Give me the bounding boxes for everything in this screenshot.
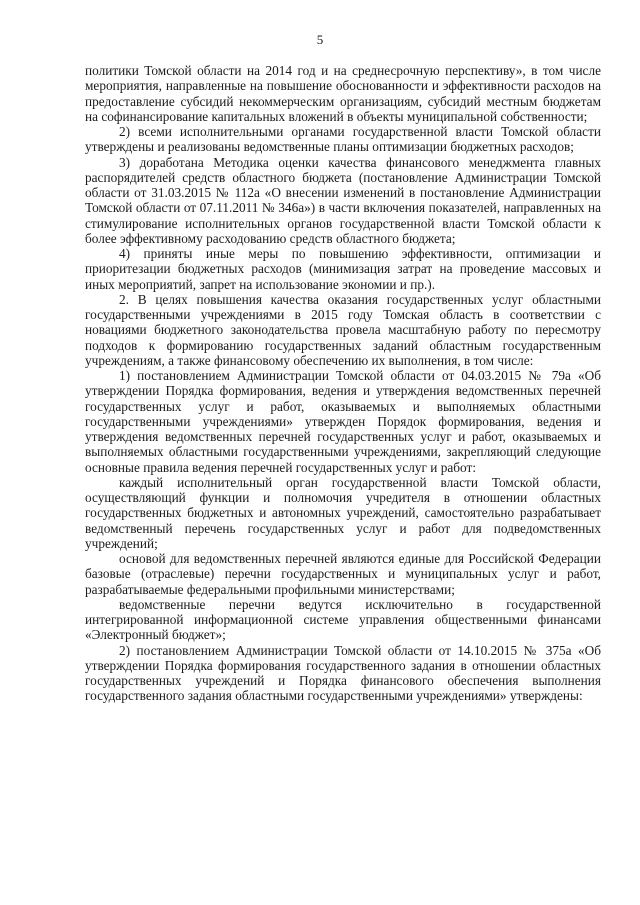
paragraph-item-2: 2) всеми исполнительными органами государственной власти Томской области утверждены и реализованы ведомственные планы оптимизации бюджетных расходов; bbox=[85, 124, 601, 155]
paragraph-item-3: 3) доработана Методика оценки качества финансового менеджмента главных распорядителей средств областного бюджета (постановление Администрации Томской области от 31.03.2015 № 112а «О внесении изменений в постановление Администрации Томской области от 07.11.2011 № 346а») в части включения показателей, направленных на стимулирование исполнительных органов государственной власти Томской области к более эффективному расходованию средств областного бюджета; bbox=[85, 154, 601, 246]
paragraph-rule-1: каждый исполнительный орган государственной власти Томской области, осуществляющий функции и полномочия учредителя в отношении областных государственных бюджетных и автономных учреждений, самостоятельно разрабатывает ведомственный перечень государственных услуг и работ для подведомственных учреждений; bbox=[85, 474, 601, 551]
paragraph-subitem-2: 2) постановлением Администрации Томской области от 14.10.2015 № 375а «Об утверждении Порядка формирования государственного задания в отношении областных государственных учреждений и Порядка финансового обеспечения выполнения государственного задания областными государственными учреждениями» утверждены: bbox=[85, 642, 601, 704]
paragraph-rule-2: основой для ведомственных перечней являются единые для Российской Федерации базовые (отраслевые) перечни государственных и муниципальных услуг и работ, разрабатываемые федеральными профильными министерствами; bbox=[85, 551, 601, 597]
paragraph-subitem-1: 1) постановлением Администрации Томской области от 04.03.2015 № 79а «Об утверждении Порядка формирования, ведения и утверждения ведомственных перечней государственных услуг и работ, оказываемых и выполняемых областными государственными учреждениями» утвержден Порядок формирования, ведения и утверждения ведомственных перечней государственных услуг и работ, оказываемых и выполняемых областными государственными учреждениями, закрепляющий следующие основные правила ведения перечней государственных услуг и работ: bbox=[85, 368, 601, 475]
paragraph-rule-3: ведомственные перечни ведутся исключительно в государственной интегрированной информационной системе управления общественными финансами «Электронный бюджет»; bbox=[85, 596, 601, 643]
document-body bbox=[85, 63, 601, 704]
page-number: 5 bbox=[316, 32, 324, 47]
paragraph-continuation: политики Томской области на 2014 год и на среднесрочную перспективу», в том числе мероприятия, направленные на повышение обоснованности и эффективности расходов на предоставление субсидий некоммерческим организациям, субсидий местным бюджетам на софинансирование капитальных вложений в объекты муниципальной собственности; bbox=[85, 63, 601, 124]
paragraph-section-2: 2. В целях повышения качества оказания государственных услуг областными государственными учреждениями в 2015 году Томская область в соответствии с новациями бюджетного законодательства провела масштабную работу по пересмотру подходов к формированию государственных заданий областным государственным учреждениям, а также финансовому обеспечению их выполнения, в том числе: bbox=[85, 291, 601, 368]
paragraph-item-4: 4) приняты иные меры по повышению эффективности, оптимизации и приоритезации бюджетных расходов (минимизация затрат на проведение массовых и иных мероприятий, запрет на использование экономии и пр.). bbox=[85, 246, 601, 292]
